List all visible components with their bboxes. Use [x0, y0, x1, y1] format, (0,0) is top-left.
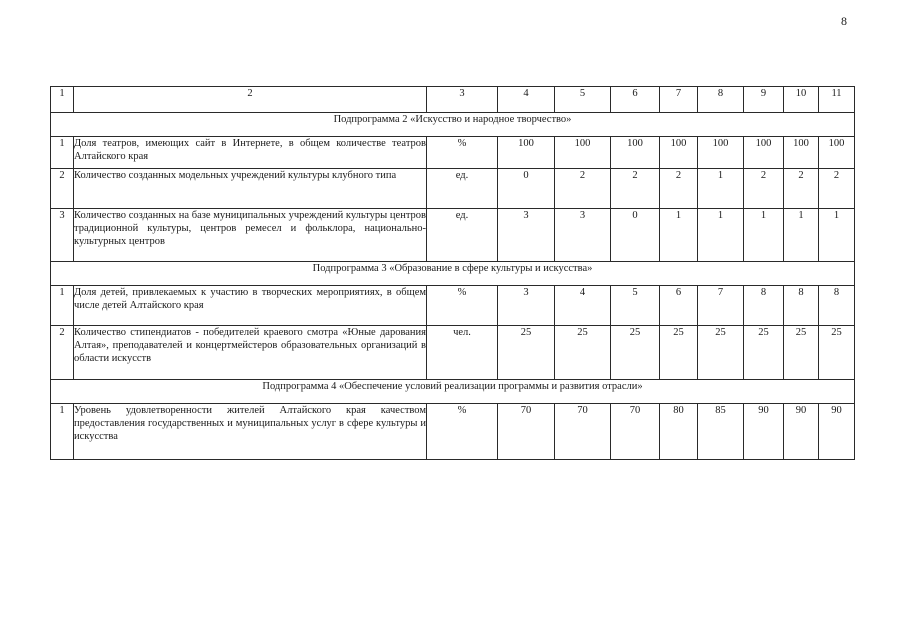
value-cell: 25: [611, 326, 660, 380]
indicator-name: Уровень удовлетворенности жителей Алтайского края качеством предоставления государственных и муниципальных услуг в сфере культуры и искусства: [74, 404, 427, 460]
value-cell: 2: [611, 169, 660, 209]
value-cell: 25: [784, 326, 819, 380]
value-cell: 90: [819, 404, 855, 460]
value-cell: 6: [660, 286, 698, 326]
unit-cell: %: [427, 286, 498, 326]
value-cell: 1: [744, 209, 784, 262]
value-cell: 90: [744, 404, 784, 460]
table-row: [51, 137, 855, 169]
value-cell: 25: [660, 326, 698, 380]
header-cell: 6: [611, 87, 660, 113]
header-row: [51, 87, 855, 113]
value-cell: 2: [819, 169, 855, 209]
header-cell: 2: [74, 87, 427, 113]
table-row: [51, 169, 855, 209]
page-number: 8: [841, 14, 847, 28]
unit-cell: ед.: [427, 209, 498, 262]
value-cell: 100: [611, 137, 660, 169]
value-cell: 1: [784, 209, 819, 262]
indicator-name: Количество созданных модельных учреждений культуры клубного типа: [74, 169, 427, 209]
row-number: 1: [51, 404, 74, 460]
indicator-name: Количество стипендиатов - победителей краевого смотра «Юные дарования Алтая», преподавателей и концертмейстеров образовательных организаций в области искусств: [74, 326, 427, 380]
header-cell: 1: [51, 87, 74, 113]
subprogram-row: [51, 113, 855, 137]
subprogram-row: [51, 380, 855, 404]
value-cell: 25: [698, 326, 744, 380]
value-cell: 3: [498, 209, 555, 262]
header-cell: 3: [427, 87, 498, 113]
subprogram-title: Подпрограмма 2 «Искусство и народное творчество»: [51, 113, 855, 137]
indicators-table: [50, 86, 855, 460]
header-cell: 4: [498, 87, 555, 113]
value-cell: 1: [660, 209, 698, 262]
row-number: 1: [51, 286, 74, 326]
indicator-name: Доля театров, имеющих сайт в Интернете, в общем количестве театров Алтайского края: [74, 137, 427, 169]
value-cell: 25: [744, 326, 784, 380]
value-cell: 70: [555, 404, 611, 460]
subprogram-row: [51, 262, 855, 286]
row-number: 1: [51, 137, 74, 169]
value-cell: 70: [498, 404, 555, 460]
value-cell: 1: [819, 209, 855, 262]
value-cell: 2: [784, 169, 819, 209]
value-cell: 8: [744, 286, 784, 326]
value-cell: 0: [498, 169, 555, 209]
table-row: [51, 286, 855, 326]
table-row: [51, 404, 855, 460]
unit-cell: ед.: [427, 169, 498, 209]
subprogram-title: Подпрограмма 4 «Обеспечение условий реализации программы и развития отрасли»: [51, 380, 855, 404]
value-cell: 100: [698, 137, 744, 169]
value-cell: 3: [555, 209, 611, 262]
table-row: [51, 326, 855, 380]
unit-cell: чел.: [427, 326, 498, 380]
value-cell: 100: [744, 137, 784, 169]
value-cell: 100: [555, 137, 611, 169]
indicator-name: Доля детей, привлекаемых к участию в творческих мероприятиях, в общем числе детей Алтайского края: [74, 286, 427, 326]
value-cell: 90: [784, 404, 819, 460]
value-cell: 5: [611, 286, 660, 326]
value-cell: 25: [498, 326, 555, 380]
value-cell: 3: [498, 286, 555, 326]
header-cell: 11: [819, 87, 855, 113]
value-cell: 100: [819, 137, 855, 169]
table-body: [51, 87, 855, 460]
indicator-name: Количество созданных на базе муниципальных учреждений культуры центров традиционной культуры, центров ремесел и фольклора, национально-культурных центров: [74, 209, 427, 262]
value-cell: 25: [555, 326, 611, 380]
value-cell: 25: [819, 326, 855, 380]
value-cell: 4: [555, 286, 611, 326]
unit-cell: %: [427, 137, 498, 169]
value-cell: 100: [660, 137, 698, 169]
value-cell: 70: [611, 404, 660, 460]
value-cell: 8: [819, 286, 855, 326]
table-row: [51, 209, 855, 262]
header-cell: 9: [744, 87, 784, 113]
row-number: 3: [51, 209, 74, 262]
unit-cell: %: [427, 404, 498, 460]
value-cell: 1: [698, 209, 744, 262]
value-cell: 2: [660, 169, 698, 209]
value-cell: 7: [698, 286, 744, 326]
value-cell: 2: [555, 169, 611, 209]
value-cell: 2: [744, 169, 784, 209]
value-cell: 85: [698, 404, 744, 460]
subprogram-title: Подпрограмма 3 «Образование в сфере культуры и искусства»: [51, 262, 855, 286]
header-cell: 10: [784, 87, 819, 113]
value-cell: 100: [498, 137, 555, 169]
value-cell: 0: [611, 209, 660, 262]
value-cell: 80: [660, 404, 698, 460]
header-cell: 5: [555, 87, 611, 113]
value-cell: 1: [698, 169, 744, 209]
header-cell: 7: [660, 87, 698, 113]
value-cell: 100: [784, 137, 819, 169]
value-cell: 8: [784, 286, 819, 326]
row-number: 2: [51, 169, 74, 209]
row-number: 2: [51, 326, 74, 380]
header-cell: 8: [698, 87, 744, 113]
